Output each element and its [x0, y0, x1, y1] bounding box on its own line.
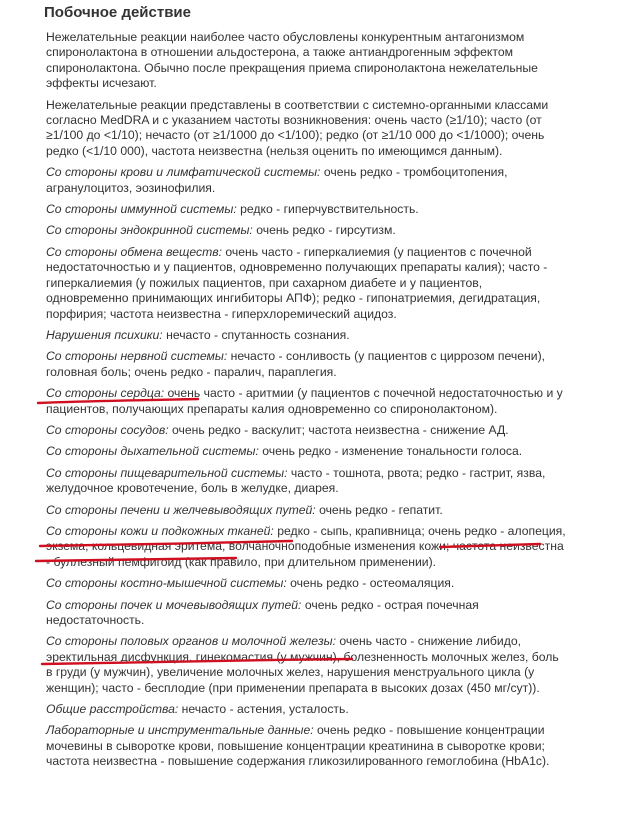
system-label: Со стороны кожи и подкожных тканей:	[46, 523, 274, 538]
system-label: Со стороны иммунной системы:	[46, 202, 237, 217]
system-label: Со стороны пищеварительной системы:	[46, 465, 288, 480]
effect-vascular	[46, 423, 566, 438]
effect-text: очень редко - тромбоцитопения, агранулоцитоз, эозинофилия.	[46, 165, 508, 195]
system-label: Со стороны эндокринной системы:	[46, 223, 253, 238]
effect-digestive	[46, 466, 566, 497]
effect-laboratory	[46, 723, 566, 769]
effect-text: нечасто - астения, усталость.	[178, 702, 349, 717]
system-label: Со стороны костно-мышечной системы:	[46, 576, 287, 591]
effect-text: нечасто - спутанность сознания.	[162, 327, 350, 342]
system-label: Со стороны почек и мочевыводящих путей:	[46, 597, 302, 612]
effect-immune	[46, 202, 566, 217]
system-label: Со стороны сосудов:	[46, 422, 169, 437]
effect-text: очень редко - остеомаляция.	[286, 576, 455, 591]
effect-text: очень редко - острая почечная недостаточность.	[46, 597, 479, 627]
side-effects-content	[46, 30, 566, 776]
effect-text: очень часто - снижение либидо, эректильная дисфункция, гинекомастия (у мужчин), болезненность молочных желез, боль в груди (у мужчин), увеличение молочных желез, нарушения менструального цикла (у женщин); часто - бесплодие (при применении препарата в высоких дозах (450 мг/сут)).	[46, 634, 559, 695]
system-label: Лабораторные и инструментальные данные:	[46, 723, 314, 738]
system-label: Со стороны нервной системы:	[46, 349, 228, 364]
effect-text: редко - гиперчувствительность.	[236, 202, 419, 217]
effect-hepatic	[46, 503, 566, 518]
effect-text: очень часто - гиперкалиемия (у пациентов с почечной недостаточностью и у пациентов, одновременно получающих препараты калия); часто - гиперкалиемия (у пожилых пациентов, при сахарном диабете и у пациентов, одновременно принимающих ингибиторы АПФ); редко - гипонатриемия, дегидратация, порфирия; частота неизвестна - гиперхлоремический ацидоз.	[46, 244, 548, 321]
effect-metabolism	[46, 245, 566, 322]
system-label: Со стороны крови и лимфатической системы:	[46, 165, 321, 180]
effect-cardiac	[46, 386, 566, 417]
effect-renal	[46, 598, 566, 629]
effect-respiratory	[46, 444, 566, 459]
system-label: Со стороны печени и желчевыводящих путей:	[46, 502, 316, 517]
effect-text: очень редко - гепатит.	[315, 502, 443, 517]
system-label: Со стороны дыхательной системы:	[46, 444, 259, 459]
system-label: Общие расстройства:	[46, 702, 179, 717]
effect-text: очень редко - васкулит; частота неизвестна - снижение АД.	[168, 422, 509, 437]
effect-general	[46, 702, 566, 717]
effect-text: очень часто - аритмии (у пациентов с почечной недостаточностью и у пациентов, получающих препараты калия одновременно со спиронолактоном).	[46, 386, 563, 416]
effect-psychiatric	[46, 328, 566, 343]
effect-text: нечасто - сонливость (у пациентов с циррозом печени), головная боль; очень редко - паралич, параплегия.	[46, 349, 546, 379]
system-label: Со стороны половых органов и молочной железы:	[46, 634, 336, 649]
section-title: Побочное действие	[44, 4, 191, 21]
effect-blood	[46, 165, 566, 196]
system-label: Со стороны обмена веществ:	[46, 244, 222, 259]
effect-skin	[46, 524, 566, 570]
system-label: Со стороны сердца:	[46, 386, 165, 401]
frequency-paragraph: Нежелательные реакции представлены в соответствии с системно-органными классами согласно MedDRA и с указанием частоты возникновения: очень часто (≥1/10); часто (от ≥1/100 до <1/10); нечасто (от ≥1/1000 до <1/100); редко (от ≥1/10 000 до <1/1000); очень редко (<1/10 000), частота неизвестна (нельзя оценить по имеющимся данным).	[46, 97, 549, 158]
effect-nervous	[46, 349, 566, 380]
effect-text: редко - сыпь, крапивница; очень редко - алопеция, экзема, кольцевидная эритема, волчаночноподобные изменения кожи; частота неизвестна - буллезный пемфигоид (как правило, при длительном применении).	[46, 523, 566, 569]
system-label: Нарушения психики:	[46, 327, 163, 342]
effect-endocrine	[46, 223, 566, 238]
intro-paragraph: Нежелательные реакции наиболее часто обусловлены конкурентным антагонизмом спиронолактона в отношении альдостерона, а также антиандрогенным эффектом спиронолактона. Обычно после прекращения приема спиронолактона нежелательные эффекты исчезают.	[46, 30, 538, 91]
effect-text: очень редко - изменение тональности голоса.	[258, 444, 523, 459]
effect-reproductive	[46, 634, 566, 696]
effect-text: часто - тошнота, рвота; редко - гастрит, язва, желудочное кровотечение, боль в желудке, диарея.	[46, 465, 546, 496]
effect-musculoskeletal	[46, 576, 566, 591]
effect-text: очень редко - повышение концентрации мочевины в сыворотке крови, повышение концентрации креатинина в сыворотке крови; частота неизвестна - повышение содержания гликозилированного гемоглобина (HbA1c).	[46, 723, 550, 769]
effect-text: очень редко - гирсутизм.	[252, 223, 396, 238]
